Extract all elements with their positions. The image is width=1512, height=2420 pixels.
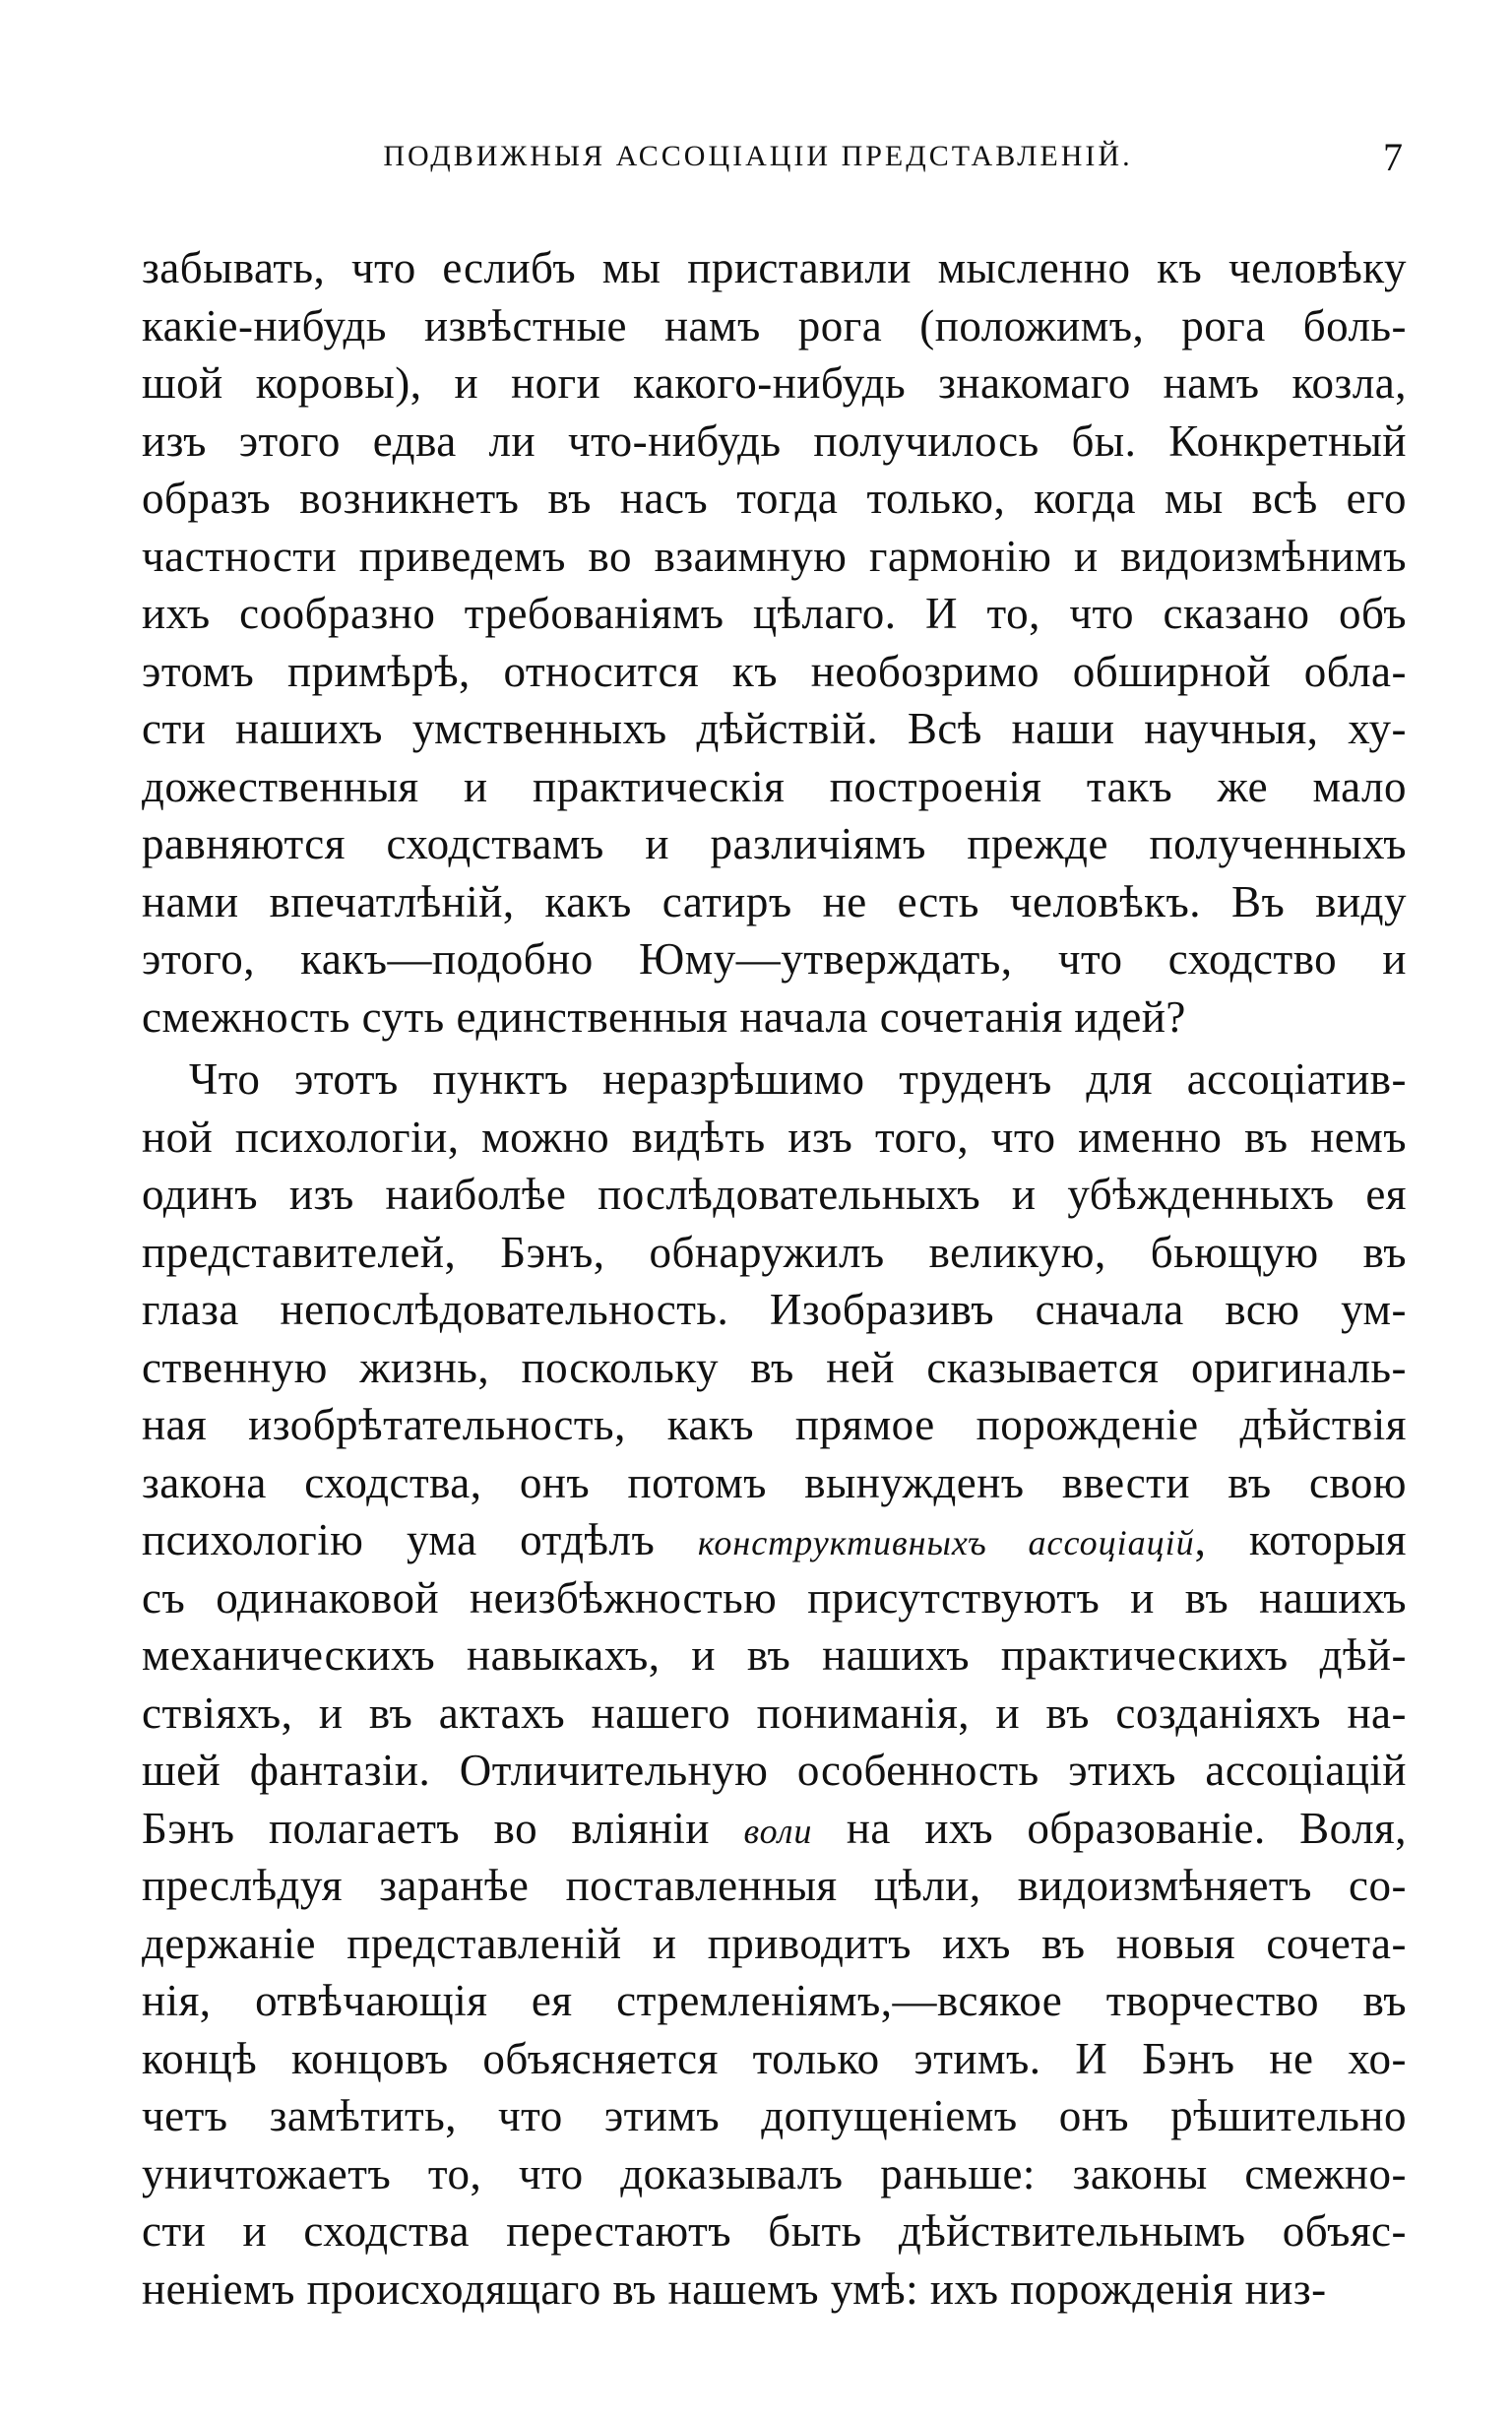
text-line: дожественныя и практическія построенія такъ же мало <box>142 761 1407 811</box>
text-line <box>142 1800 1407 1858</box>
text-line: Что этотъ пунктъ неразрѣшимо труденъ для ассоціатив- <box>189 1054 1407 1104</box>
text-line: ственную жизнь, поскольку въ ней сказывается оригиналь- <box>142 1342 1407 1392</box>
text-line: нія, отвѣчающія ея стремленіямъ,—всякое творчество въ <box>142 1976 1407 2025</box>
text-line: ихъ сообразно требованіямъ цѣлаго. И то, что сказано объ <box>142 589 1407 638</box>
text-line: смежность суть единственныя начала сочетанія идей? <box>142 991 1186 1042</box>
text-line: четъ замѣтить, что этимъ допущеніемъ онъ рѣшительно <box>142 2091 1407 2140</box>
text-line: съ одинаковой неизбѣжностью присутствуютъ и въ нашихъ <box>142 1572 1407 1623</box>
emphasized-term: воли <box>743 1811 813 1851</box>
text-line: неніемъ происходящаго въ нашемъ умѣ: ихъ порожденія низ- <box>142 2263 1327 2314</box>
text-line: ствіяхъ, и въ актахъ нашего пониманія, и въ созданіяхъ на- <box>142 1688 1407 1738</box>
text-line: одинъ изъ наиболѣе послѣдовательныхъ и убѣжденныхъ ея <box>142 1170 1407 1219</box>
text-segment: , которыя <box>1194 1515 1407 1564</box>
text-line: нами впечатлѣній, какъ сатиръ не есть человѣкъ. Въ виду <box>142 876 1407 926</box>
text-line: этомъ примѣрѣ, относится къ необозримо обширной обла- <box>142 646 1407 696</box>
paragraph <box>142 1051 1407 2318</box>
text-segment: Бэнъ полагаетъ во вліяніи <box>142 1803 744 1853</box>
running-title: ПОДВИЖНЫЯ АССОЦІАЦІИ ПРЕДСТАВЛЕНІЙ. <box>383 140 1133 172</box>
text-line: сти нашихъ умственныхъ дѣйствій. Всѣ наши научныя, ху- <box>142 704 1407 753</box>
text-line: шой коровы), и ноги какого-нибудь знакомаго намъ козла, <box>142 358 1407 408</box>
text-line: сти и сходства перестаютъ быть дѣйствительнымъ объяс- <box>142 2206 1407 2256</box>
text-line: держаніе представленій и приводитъ ихъ въ новыя сочета- <box>142 1918 1407 1968</box>
emphasized-term: конструктивныхъ ассоціацій <box>697 1523 1195 1562</box>
text-line: какіе-нибудь извѣстные намъ рога (положимъ, рога боль- <box>142 300 1407 350</box>
text-line: равняются сходствамъ и различіямъ прежде полученныхъ <box>142 819 1407 868</box>
body-text <box>142 239 1407 2318</box>
text-line: ной психологіи, можно видѣть изъ того, что именно въ немъ <box>142 1112 1407 1162</box>
page-number: 7 <box>1383 135 1403 179</box>
text-segment: психологію ума отдѣлъ <box>142 1515 698 1564</box>
text-line: представителей, Бэнъ, обнаружилъ великую, бьющую въ <box>142 1227 1407 1277</box>
text-segment: на ихъ образованіе. Воля, <box>812 1803 1407 1853</box>
text-line <box>142 1511 1407 1569</box>
text-line: образъ возникнетъ въ насъ тогда только, когда мы всѣ его <box>142 474 1407 523</box>
text-line: концѣ концовъ объясняется только этимъ. И Бэнъ не хо- <box>142 2033 1407 2083</box>
paragraph <box>142 239 1407 1046</box>
text-line: закона сходства, онъ потомъ вынужденъ ввести въ свою <box>142 1457 1407 1507</box>
text-line: забывать, что еслибъ мы приставили мысленно къ человѣку <box>142 243 1407 292</box>
text-line: шей фантазіи. Отличительную особенность этихъ ассоціацій <box>142 1746 1407 1795</box>
text-line: изъ этого едва ли что-нибудь получилось бы. Конкретный <box>142 415 1407 466</box>
text-line: ная изобрѣтательность, какъ прямое порожденіе дѣйствія <box>142 1400 1407 1449</box>
text-line: глаза непослѣдовательность. Изобразивъ сначала всю ум- <box>142 1285 1407 1334</box>
text-line: механическихъ навыкахъ, и въ нашихъ практическихъ дѣй- <box>142 1630 1407 1680</box>
text-line: этого, какъ—подобно Юму—утверждать, что сходство и <box>142 934 1407 984</box>
text-line: частности приведемъ во взаимную гармонію и видоизмѣнимъ <box>142 531 1407 581</box>
text-line: уничтожаетъ то, что доказывалъ раньше: законы смежно- <box>142 2148 1407 2198</box>
text-line: преслѣдуя заранѣе поставленныя цѣли, видоизмѣняетъ со- <box>142 1861 1407 1910</box>
